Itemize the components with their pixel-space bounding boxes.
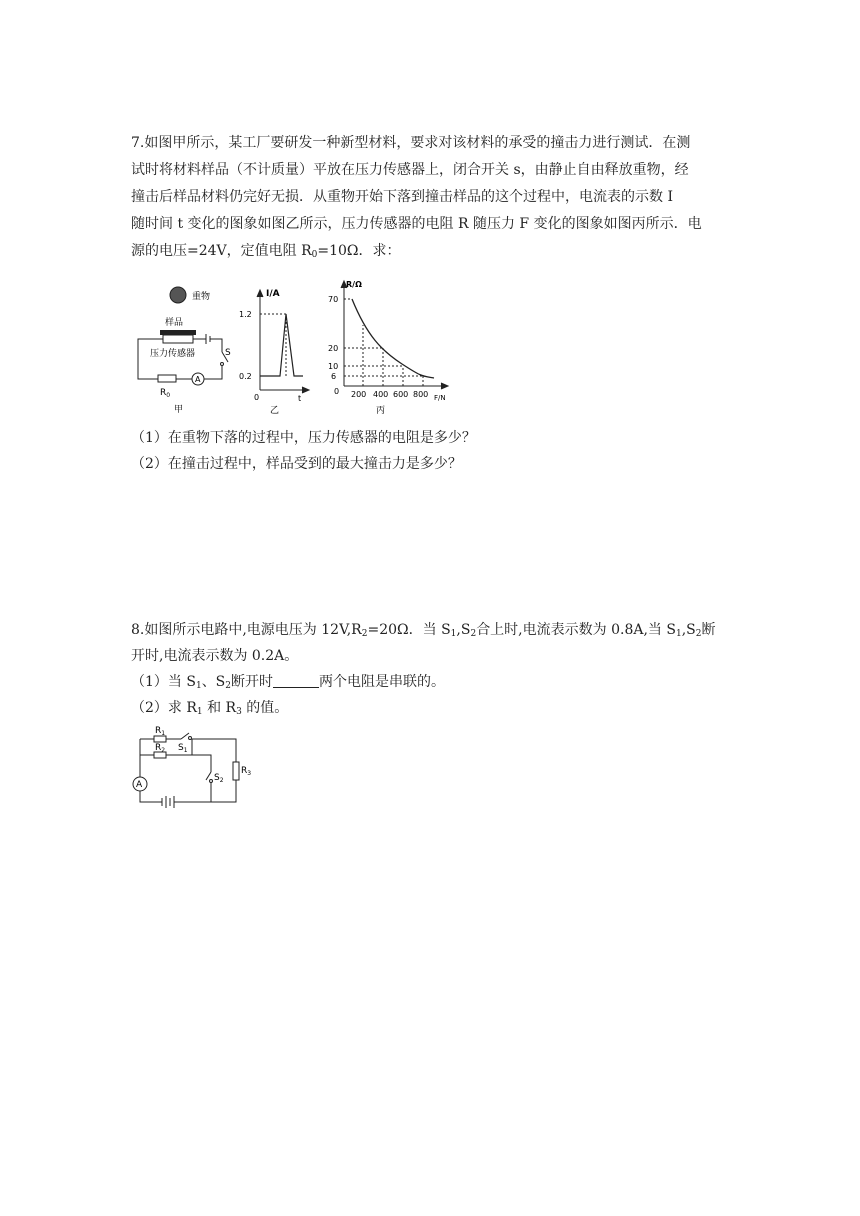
sensor-block <box>163 335 193 343</box>
sample-label: 样品 <box>165 318 184 328</box>
q7-line-3: 撞击后样品材料仍完好无损．从重物开始下落到撞击样品的这个过程中，电流表的示数 I <box>131 189 673 205</box>
yi-current-curve <box>260 314 303 376</box>
switch-label: S <box>225 348 231 358</box>
s1-label: $S_1$ <box>178 743 188 754</box>
answer-blank[interactable] <box>273 673 319 688</box>
figure-yi-caption: 乙 <box>270 406 280 416</box>
yi-tick-high: 1.2 <box>239 310 252 319</box>
bing-xtick-600: 600 <box>393 390 409 399</box>
circuit-diagram <box>126 722 256 812</box>
figure-jia <box>128 280 238 420</box>
figure-bing-caption: 丙 <box>376 406 386 416</box>
q8-sub-2: （2）求 $R_1$ 和 $R_3$ 的值。 <box>131 700 289 717</box>
resistor-r0 <box>158 375 176 382</box>
r0-label: $R_0$ <box>160 388 171 399</box>
weight-label: 重物 <box>192 292 211 302</box>
bing-xtick-400: 400 <box>373 390 389 399</box>
yi-tick-low: 0.2 <box>239 372 252 381</box>
figure-bing <box>322 276 462 420</box>
bing-ytick-70: 70 <box>328 295 339 304</box>
bing-ytick-6: 6 <box>331 372 337 381</box>
q7-sub-1: （1）在重物下落的过程中，压力传感器的电阻是多少？ <box>131 430 476 446</box>
bing-ytick-20: 20 <box>328 344 339 353</box>
q8-line-1: 8.如图所示电路中,电源电压为 $12V,R_2=20\Omega$．当 $S_1,S_2$合上时,电流表示数为 0.8A,当 $S_1,S_2$断 <box>131 622 716 639</box>
bing-x-label: F/N <box>434 394 446 402</box>
bing-xtick-200: 200 <box>351 390 367 399</box>
q7-line-5: 源的电压=24V，定值电阻 $R_0=10\Omega$．求： <box>131 243 401 260</box>
bing-gridlines <box>344 299 423 386</box>
r1-label: $R_1$ <box>155 726 166 737</box>
yi-x-label: t <box>298 394 302 403</box>
q7-line-4: 随时间 t 变化的图象如图乙所示，压力传感器的电阻 R 随压力 F 变化的图象如图丙所示．电 <box>131 216 702 232</box>
resistor-r3 <box>233 762 239 780</box>
yi-origin: 0 <box>254 393 260 402</box>
q7-line-2: 试时将材料样品（不计质量）平放在压力传感器上，闭合开关 s，由静止自由释放重物，经 <box>131 162 689 178</box>
weight-ball <box>170 287 186 303</box>
bing-y-label: R/Ω <box>346 280 362 289</box>
q8-sub-1: （1）当 $S_1$、$S_2$断开时 两个电阻是串联的。 <box>131 674 446 691</box>
yi-y-label: I/A <box>266 289 280 299</box>
sample-block <box>160 330 196 335</box>
r3-label: $R_3$ <box>241 766 252 777</box>
figure-yi <box>236 282 316 420</box>
bing-ytick-10: 10 <box>328 362 339 371</box>
q7-line-1: 7.如图甲所示，某工厂要研发一种新型材料，要求对该材料的承受的撞击力进行测试．在测 <box>131 135 691 151</box>
q8-line-2: 开时,电流表示数为 0.2A。 <box>131 648 299 664</box>
sensor-label: 压力传感器 <box>150 349 196 359</box>
ammeter-q8-label: A <box>136 780 143 790</box>
bing-origin: 0 <box>334 387 340 396</box>
q7-sub-2: （2）在撞击过程中，样品受到的最大撞击力是多少？ <box>131 456 462 472</box>
figure-jia-caption: 甲 <box>174 405 184 415</box>
s2-label: $S_2$ <box>214 773 224 784</box>
r2-label: $R_2$ <box>155 743 166 754</box>
bing-xtick-800: 800 <box>413 390 429 399</box>
ammeter-label: A <box>195 375 201 384</box>
